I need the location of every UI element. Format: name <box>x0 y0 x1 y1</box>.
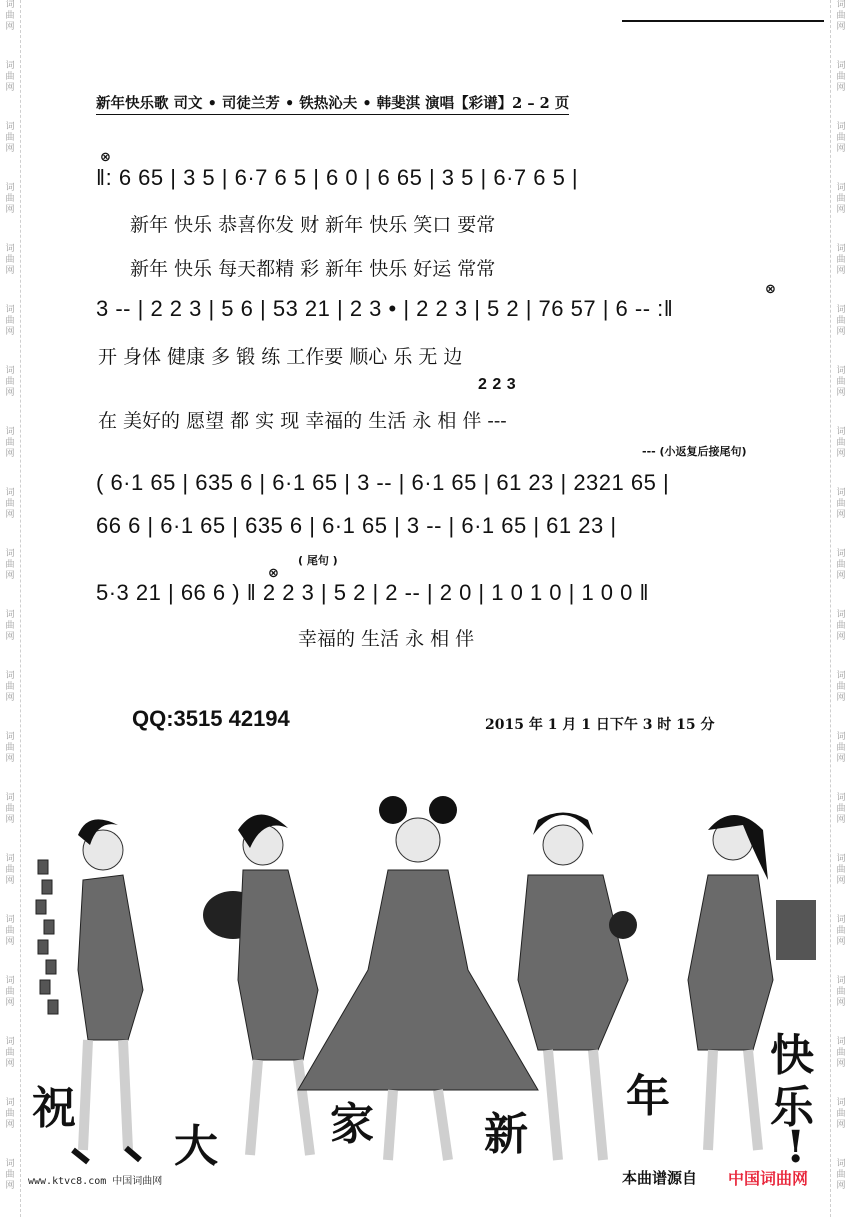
watermark-text: 词曲网 <box>5 549 15 581</box>
watermark-text: 词曲网 <box>836 1037 846 1069</box>
watermark-text: 词曲网 <box>5 915 15 947</box>
greeting-char-6: 快乐 <box>770 1030 814 1133</box>
watermark-text: 词曲网 <box>836 488 846 520</box>
greeting-char-4: 新 <box>484 1109 528 1160</box>
notation-line-1: ‖: 6 65 | 3 5 | 6·7 6 5 | 6 0 | 6 65 | 3 5 | 6·7 6 5 | <box>96 165 579 190</box>
watermark-text: 词曲网 <box>836 793 846 825</box>
watermark-text: 词曲网 <box>5 427 15 459</box>
tail-label: ( 尾句 ) <box>298 554 338 567</box>
qq-contact: QQ:3515 42194 <box>132 706 290 731</box>
watermark-text: 词曲网 <box>5 671 15 703</box>
watermark-text: 词曲网 <box>5 854 15 886</box>
watermark-text: 词曲网 <box>836 854 846 886</box>
variant-notes: 2 2 3 <box>478 376 517 393</box>
notation-line-3: ( 6·1 65 | 635 6 | 6·1 65 | 3 -- | 6·1 65 | 61 23 | 2321 65 | <box>96 470 670 495</box>
top-rule <box>622 20 824 22</box>
watermark-text: 词曲网 <box>5 61 15 93</box>
watermark-text: 词曲网 <box>836 0 846 32</box>
lyric-line-2b: 在 美好的 愿望 都 实 现 幸福的 生活 永 相 伴 --- <box>98 410 507 432</box>
watermark-text: 词曲网 <box>5 0 15 32</box>
watermark-text: 词曲网 <box>5 244 15 276</box>
notation-line-4: 66 6 | 6·1 65 | 635 6 | 6·1 65 | 3 -- | 6·1 65 | 61 23 | <box>96 513 617 538</box>
right-watermark-strip <box>830 0 850 1217</box>
watermark-text: 词曲网 <box>5 305 15 337</box>
watermark-text: 词曲网 <box>5 1037 15 1069</box>
watermark-text: 词曲网 <box>836 671 846 703</box>
new-year-poster <box>28 790 828 1190</box>
tail-mark-icon: ⊗ <box>268 566 279 581</box>
performers-illustration <box>28 790 828 1190</box>
greeting-char-3: 家 <box>330 1099 374 1150</box>
watermark-text: 词曲网 <box>836 976 846 1008</box>
watermark-text: 词曲网 <box>836 427 846 459</box>
lyric-line-2a: 开 身体 健康 多 锻 练 工作要 顺心 乐 无 边 <box>98 346 463 368</box>
coda-icon: ⊗ <box>765 282 776 297</box>
watermark-text: 词曲网 <box>5 122 15 154</box>
watermark-text: 词曲网 <box>836 61 846 93</box>
greeting-char-1: 祝 <box>32 1083 76 1134</box>
watermark-text: 词曲网 <box>836 366 846 398</box>
return-note: --- (小返复后接尾句) <box>642 445 747 458</box>
watermark-text: 词曲网 <box>5 488 15 520</box>
watermark-text: 词曲网 <box>5 976 15 1008</box>
watermark-text: 词曲网 <box>5 732 15 764</box>
watermark-text: 词曲网 <box>836 549 846 581</box>
lyric-line-1a: 新年 快乐 恭喜你发 财 新年 快乐 笑口 要常 <box>130 214 496 236</box>
watermark-text: 词曲网 <box>5 183 15 215</box>
source-label: 本曲谱源自 <box>622 1169 698 1187</box>
greeting-char-2: 大 <box>174 1121 218 1172</box>
watermark-text: 词曲网 <box>5 1098 15 1130</box>
notation-line-2: 3 -- | 2 2 3 | 5 6 | 53 21 | 2 3 • | 2 2 3 | 5 2 | 76 57 | 6 -- :‖ <box>96 296 674 321</box>
watermark-text: 词曲网 <box>836 244 846 276</box>
watermark-text: 词曲网 <box>836 122 846 154</box>
segno-icon: ⊗ <box>100 150 111 165</box>
watermark-text: 词曲网 <box>836 183 846 215</box>
lyric-line-1b: 新年 快乐 每天都精 彩 新年 快乐 好运 常常 <box>130 258 496 280</box>
lyric-line-5: 幸福的 生活 永 相 伴 <box>298 628 475 650</box>
watermark-text: 词曲网 <box>5 610 15 642</box>
watermark-text: 词曲网 <box>836 915 846 947</box>
watermark-text: 词曲网 <box>836 305 846 337</box>
notation-line-5: 5·3 21 | 66 6 ) ‖ 2 2 3 | 5 2 | 2 -- | 2 0 | 1 0 1 0 | 1 0 0 ‖ <box>96 580 650 605</box>
greeting-exclaim: ! <box>786 1122 806 1173</box>
left-watermark-strip <box>0 0 21 1217</box>
watermark-text: 词曲网 <box>5 366 15 398</box>
brand-logo-text[interactable]: 中国词曲网 <box>728 1169 809 1188</box>
watermark-text: 词曲网 <box>5 793 15 825</box>
score-date: 2015 年 1 月 1 日下午 3 时 15 分 <box>485 717 715 733</box>
watermark-text: 词曲网 <box>836 610 846 642</box>
watermark-text: 词曲网 <box>836 1159 846 1191</box>
watermark-text: 词曲网 <box>836 732 846 764</box>
watermark-text: 词曲网 <box>5 1159 15 1191</box>
watermark-text: 词曲网 <box>836 1098 846 1130</box>
footer-url[interactable]: www.ktvc8.com 中国词曲网 <box>28 1176 163 1187</box>
greeting-char-5: 年 <box>626 1071 670 1122</box>
score-header: 新年快乐歌 司文 • 司徒兰芳 • 铁热沁夫 • 韩斐淇 演唱【彩谱】2 – 2 页 <box>96 92 569 115</box>
